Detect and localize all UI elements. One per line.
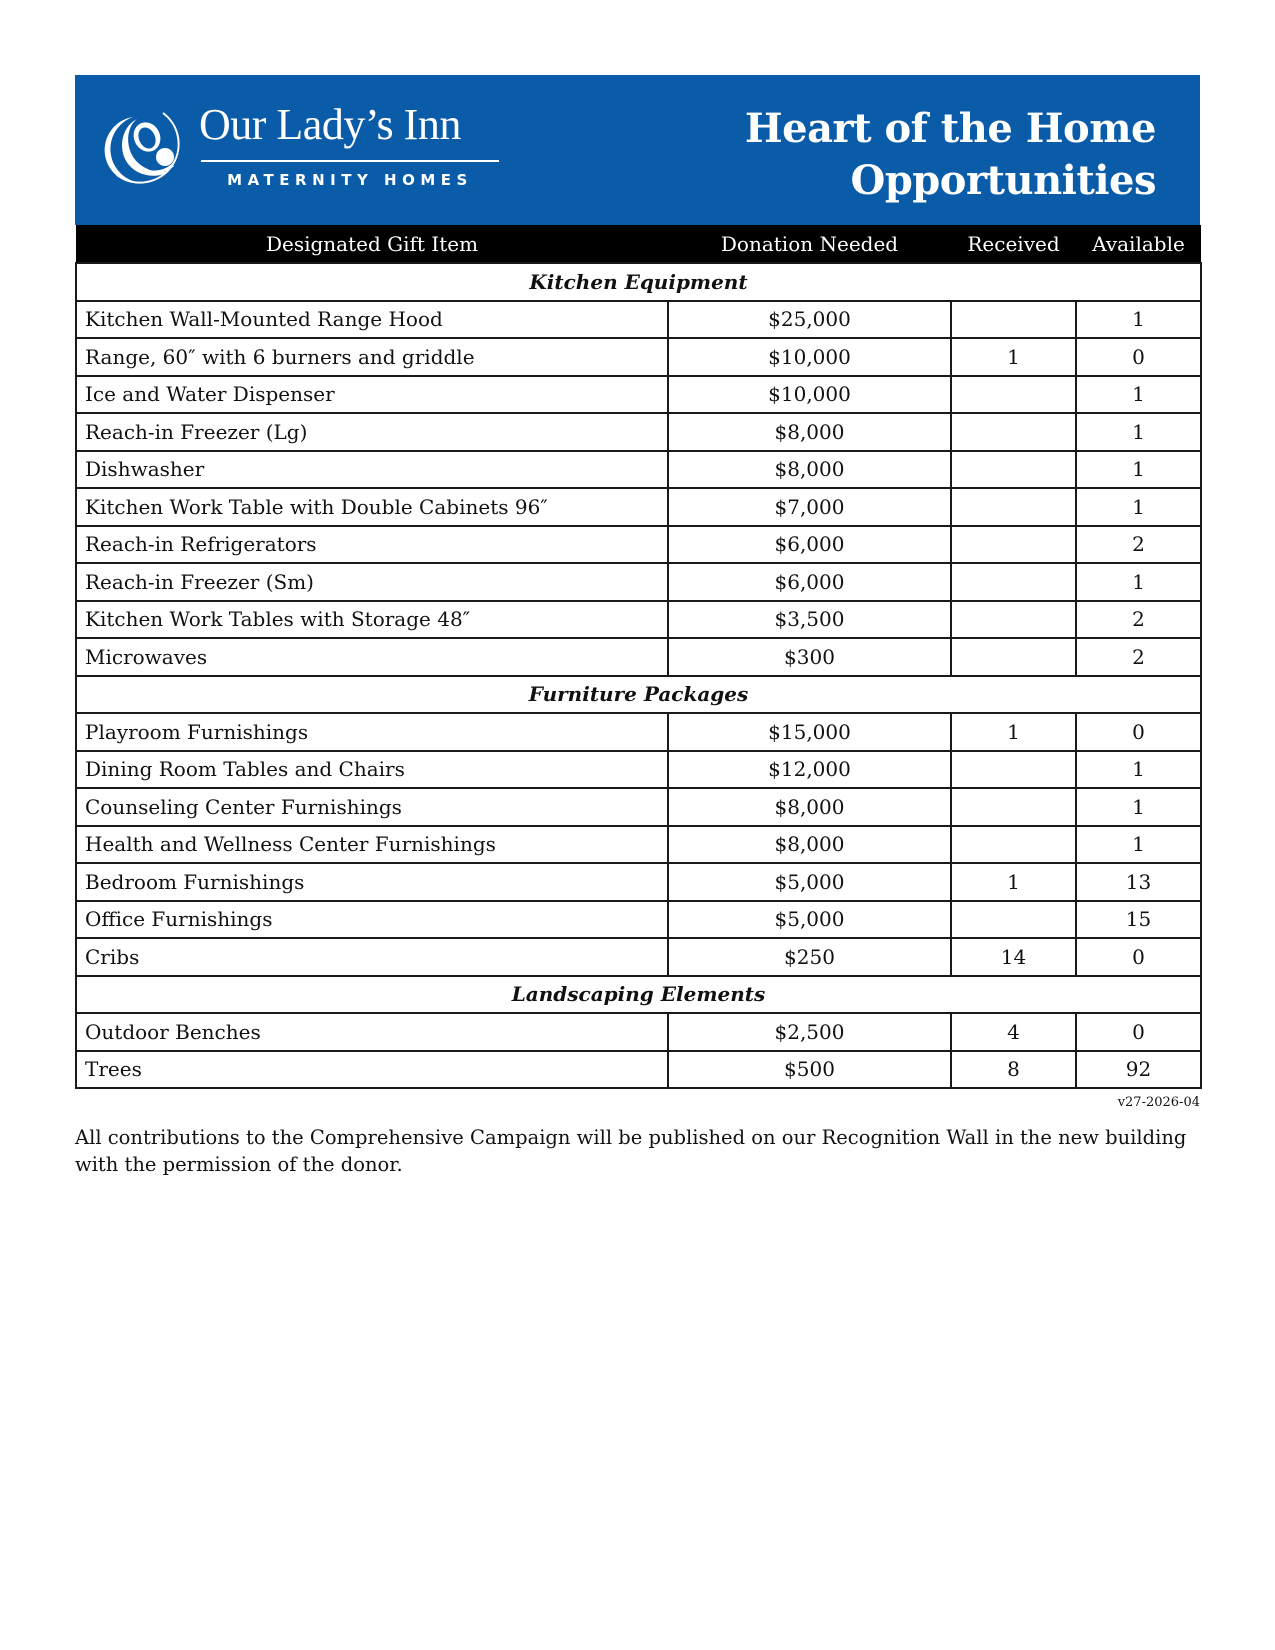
gift-items-table xyxy=(75,225,1202,1089)
table-header-row xyxy=(76,225,1201,263)
table-row: Dishwasher $8,000 1 xyxy=(76,451,1201,489)
table-row: Microwaves $300 2 xyxy=(76,638,1201,676)
org-subtitle: MATERNITY HOMES xyxy=(227,171,473,189)
table-row: Range, 60″ with 6 burners and griddle $10,000 1 0 xyxy=(76,338,1201,376)
table-row: Reach-in Freezer (Sm) $6,000 1 xyxy=(76,563,1201,601)
version-label: v27-2026-04 xyxy=(1117,1095,1200,1110)
table-row: Dining Room Tables and Chairs $12,000 1 xyxy=(76,751,1201,789)
brand-divider xyxy=(201,160,499,162)
table-row: Reach-in Refrigerators $6,000 2 xyxy=(76,526,1201,564)
document-page xyxy=(75,75,1200,1178)
column-header-available: Available xyxy=(1076,225,1201,263)
mother-and-child-logo-icon xyxy=(103,105,187,189)
table-row: Ice and Water Dispenser $10,000 1 xyxy=(76,376,1201,414)
title-line-1: Heart of the Home xyxy=(744,105,1156,152)
table-row: Cribs $250 14 0 xyxy=(76,938,1201,976)
section-header-furniture: Furniture Packages xyxy=(76,676,1201,714)
table-row: Kitchen Wall-Mounted Range Hood $25,000 1 xyxy=(76,301,1201,339)
footnote: All contributions to the Comprehensive Campaign will be published on our Recognition Wall in the new building with the permission of the donor. xyxy=(75,1126,1187,1176)
table-row: Counseling Center Furnishings $8,000 1 xyxy=(76,788,1201,826)
column-header-donation: Donation Needed xyxy=(668,225,951,263)
table-row: Outdoor Benches $2,500 4 0 xyxy=(76,1013,1201,1051)
section-header-kitchen: Kitchen Equipment xyxy=(76,263,1201,301)
page-title xyxy=(745,103,1156,207)
table-row: Bedroom Furnishings $5,000 1 13 xyxy=(76,863,1201,901)
title-line-2: Opportunities xyxy=(850,157,1156,204)
section-header-landscaping: Landscaping Elements xyxy=(76,976,1201,1014)
table-row: Trees $500 8 92 xyxy=(76,1051,1201,1089)
table-row: Reach-in Freezer (Lg) $8,000 1 xyxy=(76,413,1201,451)
column-header-received: Received xyxy=(951,225,1076,263)
table-row: Playroom Furnishings $15,000 1 0 xyxy=(76,713,1201,751)
column-header-item: Designated Gift Item xyxy=(76,225,668,263)
table-row: Kitchen Work Tables with Storage 48″ $3,500 2 xyxy=(76,601,1201,639)
org-name: Our Lady’s Inn xyxy=(199,100,461,149)
table-row: Health and Wellness Center Furnishings $8,000 1 xyxy=(76,826,1201,864)
table-row: Kitchen Work Table with Double Cabinets 96″ $7,000 1 xyxy=(76,488,1201,526)
table-row: Office Furnishings $5,000 15 xyxy=(76,901,1201,939)
header-banner xyxy=(75,75,1200,225)
